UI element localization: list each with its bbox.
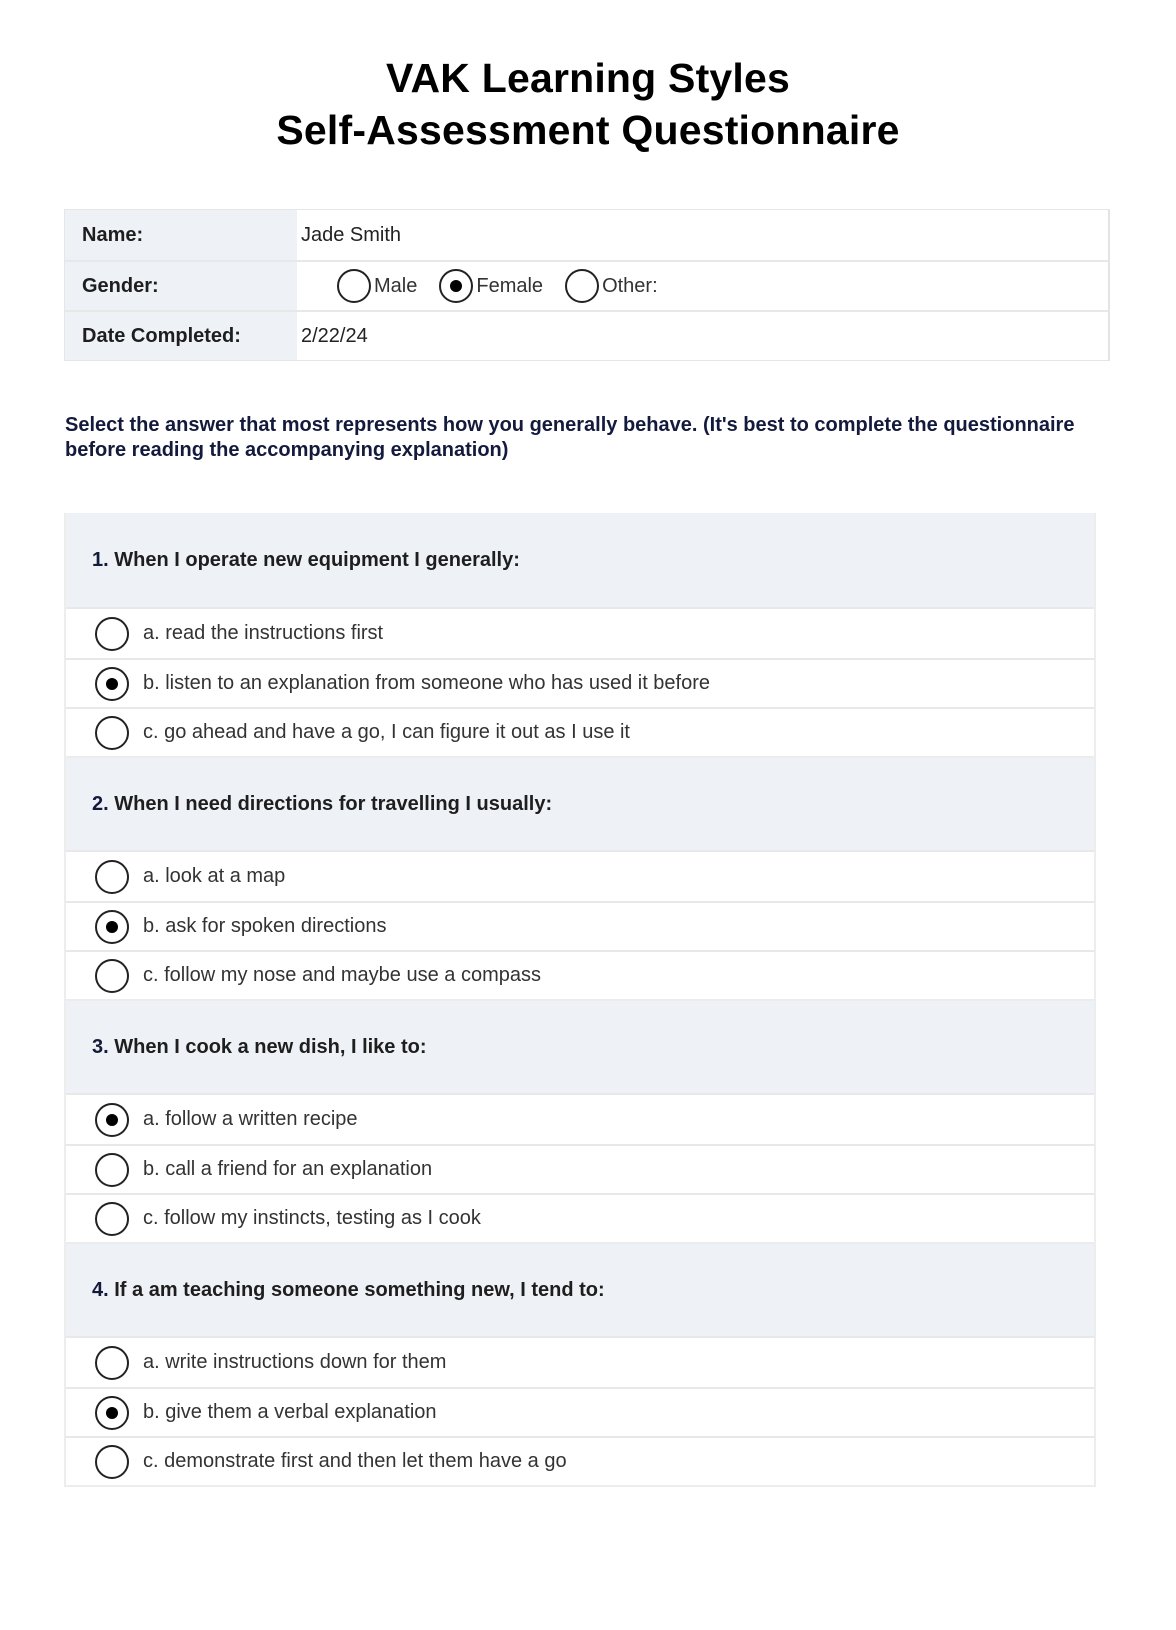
question-4 — [66, 1242, 1094, 1485]
radio-icon[interactable] — [95, 1445, 129, 1479]
gender-label: Gender: — [65, 262, 297, 310]
answer-option[interactable] — [66, 950, 1094, 999]
gender-field — [297, 262, 1108, 310]
answer-option-label: a. look at a map — [143, 865, 286, 887]
name-label: Name: — [65, 210, 297, 260]
gender-options — [301, 269, 680, 303]
question-heading — [66, 1242, 1094, 1338]
radio-icon[interactable] — [95, 1346, 129, 1380]
answer-option[interactable] — [66, 1193, 1094, 1242]
answer-option[interactable] — [66, 609, 1094, 658]
question-heading — [66, 999, 1094, 1095]
radio-icon[interactable] — [337, 269, 371, 303]
gender-option-male[interactable] — [337, 269, 417, 303]
answer-option-label: b. call a friend for an explanation — [143, 1158, 433, 1180]
date-row — [65, 310, 1108, 360]
answer-option-label: b. give them a verbal explanation — [143, 1401, 437, 1423]
radio-checked-icon[interactable] — [95, 910, 129, 944]
title-line-2: Self-Assessment Questionnaire — [276, 107, 900, 153]
answer-option-label: a. write instructions down for them — [143, 1351, 447, 1373]
answer-option-label: b. ask for spoken directions — [143, 915, 387, 937]
answer-option-label: c. go ahead and have a go, I can figure it out as I use it — [143, 721, 630, 743]
instructions-text: Select the answer that most represents how you generally behave. (It's best to complete the questionnaire before reading the accompanying explanation) — [65, 414, 1075, 461]
gender-option-other[interactable] — [565, 269, 658, 303]
answer-option-label: c. follow my nose and maybe use a compass — [143, 964, 541, 986]
answer-option-label: c. follow my instincts, testing as I cook — [143, 1207, 481, 1229]
respondent-info-table — [64, 209, 1110, 361]
radio-icon[interactable] — [95, 860, 129, 894]
gender-option-label: Male — [374, 274, 418, 297]
question-text: When I cook a new dish, I like to: — [114, 1035, 427, 1058]
question-number: 3. — [92, 1035, 109, 1058]
radio-icon[interactable] — [95, 716, 129, 750]
date-field[interactable]: 2/22/24 — [297, 312, 1108, 360]
answer-option[interactable] — [66, 1338, 1094, 1387]
radio-icon[interactable] — [95, 959, 129, 993]
answer-option[interactable] — [66, 1095, 1094, 1144]
answer-option-label: b. listen to an explanation from someone who has used it before — [143, 672, 711, 694]
question-number: 4. — [92, 1278, 109, 1301]
answer-option[interactable] — [66, 1144, 1094, 1193]
answer-option-label: c. demonstrate first and then let them have a go — [143, 1450, 567, 1472]
question-text: When I need directions for travelling I usually: — [114, 792, 553, 815]
radio-checked-icon[interactable] — [95, 667, 129, 701]
name-row — [65, 210, 1108, 260]
title-line-1: VAK Learning Styles — [385, 55, 791, 101]
answer-option-label: a. read the instructions first — [143, 622, 384, 644]
answer-option[interactable] — [66, 901, 1094, 950]
radio-dot-icon — [106, 678, 118, 690]
question-heading — [66, 513, 1094, 609]
radio-icon[interactable] — [565, 269, 599, 303]
radio-dot-icon — [106, 921, 118, 933]
radio-icon[interactable] — [95, 1153, 129, 1187]
question-number: 2. — [92, 792, 109, 815]
answer-option[interactable] — [66, 658, 1094, 707]
page-title — [0, 52, 1176, 156]
question-number: 1. — [92, 548, 109, 571]
question-2 — [66, 756, 1094, 999]
radio-icon[interactable] — [95, 617, 129, 651]
answer-option-label: a. follow a written recipe — [143, 1108, 358, 1130]
gender-option-label: Other: — [602, 274, 658, 297]
radio-checked-icon[interactable] — [95, 1103, 129, 1137]
radio-dot-icon — [106, 1407, 118, 1419]
name-field[interactable]: Jade Smith — [297, 210, 1108, 260]
gender-row — [65, 260, 1108, 310]
radio-dot-icon — [106, 1114, 118, 1126]
radio-checked-icon[interactable] — [95, 1396, 129, 1430]
radio-dot-icon — [450, 280, 462, 292]
radio-checked-icon[interactable] — [439, 269, 473, 303]
question-text: If a am teaching someone something new, I tend to: — [114, 1278, 605, 1301]
question-3 — [66, 999, 1094, 1242]
answer-option[interactable] — [66, 1387, 1094, 1436]
gender-option-label: Female — [476, 274, 544, 297]
date-label: Date Completed: — [65, 312, 297, 360]
question-text: When I operate new equipment I generally: — [114, 548, 520, 571]
questions-list — [64, 513, 1096, 1487]
answer-option[interactable] — [66, 852, 1094, 901]
answer-option[interactable] — [66, 1436, 1094, 1485]
question-heading — [66, 756, 1094, 852]
radio-icon[interactable] — [95, 1202, 129, 1236]
question-1 — [66, 513, 1094, 756]
gender-option-female[interactable] — [439, 269, 543, 303]
answer-option[interactable] — [66, 707, 1094, 756]
